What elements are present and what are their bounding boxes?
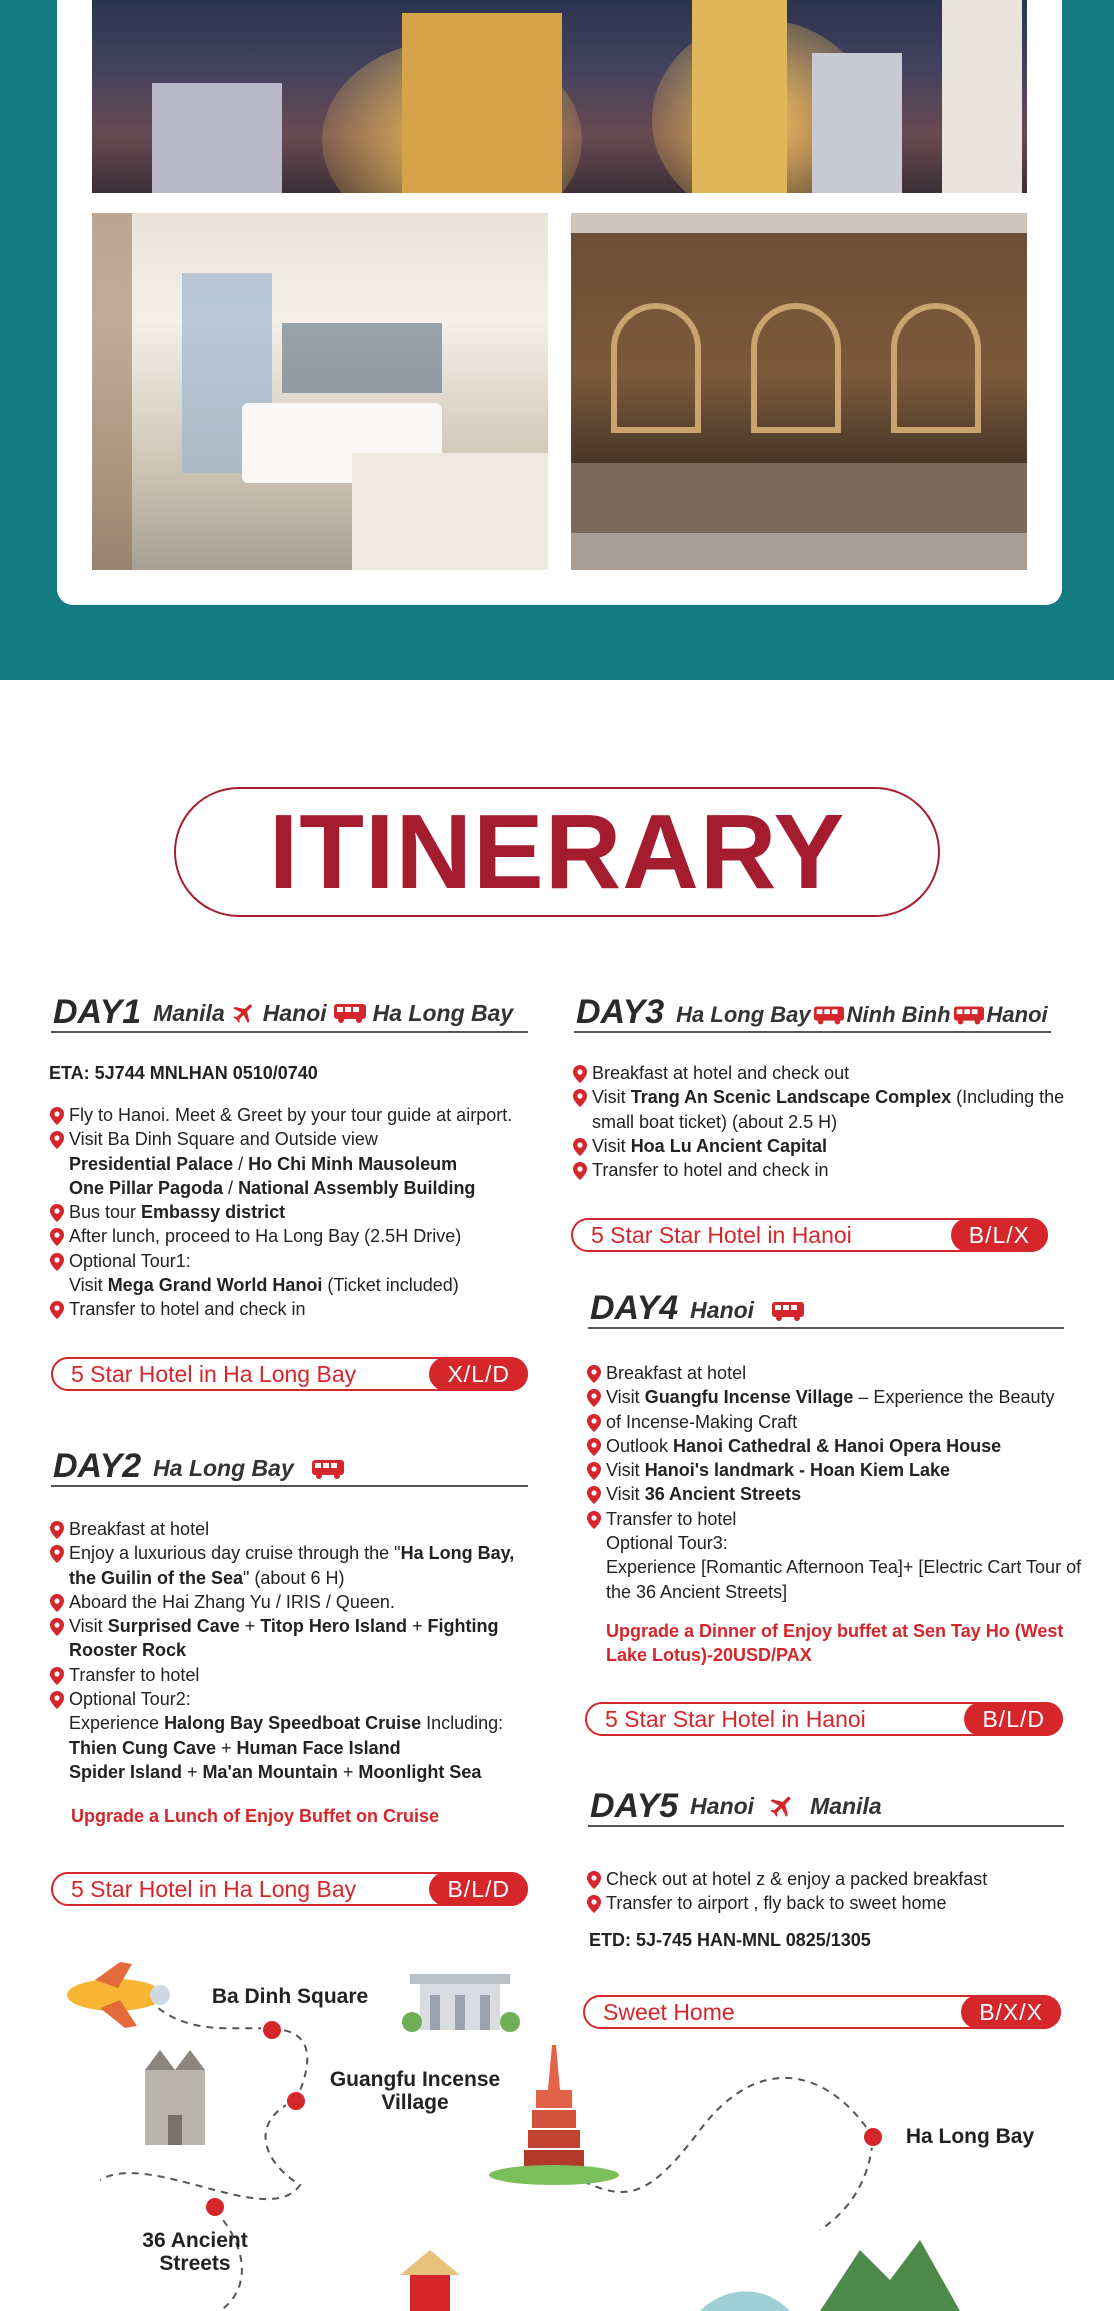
day5-header [588, 1787, 1064, 1827]
item-text: Enjoy a luxurious day cruise through the " [69, 1543, 401, 1564]
mountain-illustration [700, 2240, 960, 2311]
item-text: " (about 6 H) [243, 1567, 345, 1588]
list-item [49, 1103, 539, 1127]
item-bold: Halong Bay Speedboat Cruise [164, 1713, 422, 1734]
list-item [586, 1434, 1086, 1458]
list-item [586, 1531, 1086, 1555]
day3-hotel: 5 Star Star Hotel in Hanoi [591, 1221, 852, 1248]
item-bold: Titop Hero Island [260, 1616, 407, 1637]
hotel-exterior-photo [92, 0, 1027, 193]
item-bold: Guangfu Incense Village [644, 1387, 854, 1408]
item-text: Fly to Hanoi. Meet & Greet by your tour guide at airport. [69, 1105, 513, 1125]
map-label-ba-dinh: Ba Dinh Square [211, 1985, 369, 2008]
route-map [0, 1950, 1114, 2311]
item-text: Optional Tour1: [69, 1250, 191, 1271]
item-bold: Hanoi Cathedral & Hanoi Opera House [673, 1435, 1002, 1456]
pin-icon [573, 1162, 587, 1180]
item-text: Including: [421, 1713, 504, 1734]
item-text: Bus tour [69, 1202, 142, 1223]
day4-header [588, 1289, 1064, 1329]
list-item [586, 1410, 1086, 1434]
list-item: Presidential Palace / Ho Chi Minh Mausoleum [69, 1153, 458, 1174]
item-text: Transfer to hotel and check in [69, 1299, 306, 1320]
item-text: Optional Tour3: [606, 1533, 728, 1554]
pin-icon [587, 1871, 601, 1889]
map-point [285, 2090, 307, 2112]
pin-icon [587, 1438, 601, 1456]
teal-banner [0, 0, 1114, 680]
pin-icon [587, 1462, 601, 1480]
item-text: Outlook [606, 1435, 674, 1456]
item-bold: Hoa Lu Ancient Capital [630, 1135, 828, 1156]
list-item [572, 1158, 1088, 1182]
item-bold: Trang An Scenic Landscape Complex [630, 1087, 952, 1108]
bus-icon [308, 1458, 348, 1480]
pin-icon [573, 1089, 587, 1107]
route-place: Ha Long Bay [676, 1002, 811, 1027]
route-place: Ninh Binh [846, 1002, 951, 1027]
item-bold: One Pillar Pagoda [69, 1177, 224, 1198]
map-point [204, 2196, 226, 2218]
map-point [261, 2019, 283, 2041]
day5-activities [586, 1867, 1086, 1916]
pin-icon [587, 1486, 601, 1504]
hotel-lobby-photo [571, 213, 1027, 570]
pin-icon [50, 1253, 64, 1271]
route-place: Hanoi [986, 1002, 1048, 1027]
item-bold: Spider Island [69, 1761, 183, 1782]
list-item [49, 1224, 539, 1248]
list-item [572, 1134, 1088, 1158]
list-item: Thien Cung Cave + Human Face Island [69, 1737, 401, 1758]
pin-icon [50, 1667, 64, 1685]
route-place: Ha Long Bay [153, 1455, 294, 1481]
item-bold: Presidential Palace [69, 1153, 234, 1174]
pin-icon [50, 1228, 64, 1246]
day5-etd: ETD: 5J-745 HAN-MNL 0825/1305 [589, 1930, 871, 1950]
item-bold: 36 Ancient Streets [644, 1484, 802, 1505]
item-text: Visit [606, 1484, 645, 1505]
itinerary-heading [174, 787, 940, 917]
item-text: (Ticket included) [322, 1275, 459, 1296]
day1-meals: X/L/D [429, 1357, 528, 1391]
mausoleum-illustration [402, 1974, 520, 2032]
item-bold: Thien Cung Cave [69, 1737, 217, 1758]
item-bold: Ho Chi Minh Mausoleum [248, 1153, 458, 1174]
day3-label: DAY3 [574, 995, 668, 1029]
itinerary-title: ITINERARY [268, 792, 846, 911]
route-place: Ha Long Bay [372, 999, 514, 1026]
map-label-guangfu: Guangfu Incense Village [329, 2068, 501, 2114]
plane-icon [231, 1000, 257, 1026]
item-text: Transfer to hotel and check in [592, 1160, 829, 1181]
item-text: Visit [592, 1087, 631, 1108]
item-text: Transfer to hotel [69, 1664, 200, 1685]
day1-activities [49, 1103, 539, 1322]
list-item [49, 1127, 539, 1151]
item-bold: Ha Long Bay, the Guilin of the Sea [69, 1543, 515, 1588]
list-item [586, 1555, 1086, 1604]
item-text: Visit Ba Dinh Square and Outside view [69, 1129, 378, 1150]
item-bold: Moonlight Sea [358, 1761, 482, 1782]
day5-label: DAY5 [588, 1789, 682, 1823]
list-item [49, 1273, 539, 1297]
day2-activities [49, 1517, 539, 1784]
day2-meals: B/L/D [429, 1872, 528, 1906]
day4-label: DAY4 [588, 1291, 682, 1325]
day3-meals: B/L/X [951, 1218, 1048, 1252]
item-text: Visit [606, 1387, 645, 1408]
bus-icon [813, 1004, 845, 1026]
route-place: Manila [153, 999, 225, 1026]
item-bold: Human Face Island [236, 1737, 401, 1758]
pin-icon [50, 1545, 64, 1563]
bus-icon [768, 1300, 808, 1322]
item-text: Experience [Romantic Afternoon Tea]+ [Electric Cart Tour of the 36 Ancient Streets] [606, 1557, 1082, 1602]
item-text: Aboard the Hai Zhang Yu / IRIS / Queen. [69, 1591, 395, 1612]
list-item [586, 1867, 1086, 1891]
day1-hotel: 5 Star Hotel in Ha Long Bay [71, 1360, 357, 1387]
item-text: Breakfast at hotel and check out [592, 1063, 850, 1083]
map-label-ha-long-bay: Ha Long Bay [905, 2125, 1035, 2148]
day4-hotel: 5 Star Star Hotel in Hanoi [605, 1705, 866, 1732]
day1-header [51, 993, 528, 1033]
item-bold: Fighting Rooster Rock [69, 1616, 499, 1661]
day5-route [690, 1792, 881, 1823]
day1-hotel-bar [51, 1357, 528, 1391]
pin-icon [50, 1691, 64, 1709]
list-item [49, 1249, 539, 1273]
list-item [49, 1297, 539, 1321]
pin-icon [573, 1138, 587, 1156]
day4-route [690, 1299, 814, 1325]
item-bold: Ma'an Mountain [202, 1761, 338, 1782]
item-bold: Mega Grand World Hanoi [107, 1275, 323, 1296]
day2-upgrade: Upgrade a Lunch of Enjoy Buffet on Cruise [71, 1806, 440, 1826]
list-item [572, 1061, 1088, 1085]
list-item [49, 1711, 539, 1735]
item-text: Check out at hotel z & enjoy a packed breakfast [606, 1869, 988, 1889]
list-item [586, 1482, 1086, 1506]
item-text: Breakfast at hotel [606, 1363, 747, 1383]
item-bold: Surprised Cave [107, 1616, 240, 1637]
list-item [49, 1517, 539, 1541]
pin-icon [50, 1131, 64, 1149]
vendor-illustration [400, 2250, 460, 2311]
pin-icon [587, 1365, 601, 1383]
day3-activities [572, 1061, 1088, 1182]
day1-eta: ETA: 5J744 MNLHAN 0510/0740 [49, 1063, 318, 1083]
day5-meals: B/X/X [961, 1995, 1061, 2029]
item-text: Visit [606, 1460, 645, 1481]
day3-header [574, 993, 1051, 1033]
day3-hotel-bar [571, 1218, 1048, 1252]
day4-meals: B/L/D [964, 1702, 1063, 1736]
route-place: Manila [810, 1792, 882, 1819]
route-place: Hanoi [690, 1297, 755, 1323]
pin-icon [50, 1204, 64, 1222]
pin-icon [587, 1511, 601, 1529]
plane-illustration [67, 1962, 170, 2028]
pin-icon [50, 1594, 64, 1612]
list-item [49, 1200, 539, 1224]
day2-route [153, 1457, 354, 1483]
item-text: Experience [69, 1713, 165, 1734]
hotel-photo-card [57, 0, 1062, 605]
list-item [49, 1663, 539, 1687]
pagoda-illustration [489, 2045, 619, 2185]
pin-icon [50, 1107, 64, 1125]
item-text: Visit [69, 1616, 108, 1637]
day1-route [153, 1000, 513, 1029]
pin-icon [573, 1065, 587, 1083]
item-text: (Including the small boat ticket) (about 2.5 H) [592, 1087, 1065, 1132]
plane-icon [768, 1792, 796, 1820]
pin-icon [587, 1895, 601, 1913]
day4-activities [586, 1361, 1086, 1604]
item-bold: Hanoi's landmark - Hoan Kiem Lake [644, 1460, 951, 1481]
map-label-ancient-streets: 36 Ancient Streets [142, 2229, 248, 2275]
pin-icon [50, 1301, 64, 1319]
pin-icon [50, 1521, 64, 1539]
item-text: Breakfast at hotel [69, 1519, 210, 1539]
list-item: Spider Island + Ma'an Mountain + Moonlight Sea [69, 1761, 482, 1782]
item-text: – Experience the Beauty [853, 1387, 1055, 1408]
day4-hotel-bar [585, 1702, 1063, 1736]
list-item [49, 1541, 539, 1590]
day5-hotel: Sweet Home [603, 1998, 735, 2025]
list-item [49, 1687, 539, 1711]
pin-icon [50, 1618, 64, 1636]
list-item [586, 1891, 1086, 1915]
day2-label: DAY2 [51, 1449, 145, 1483]
list-item [572, 1085, 1088, 1134]
item-text: Visit [592, 1135, 631, 1156]
list-item [586, 1458, 1086, 1482]
item-bold: National Assembly Building [238, 1177, 476, 1198]
list-item [586, 1385, 1086, 1409]
list-item: One Pillar Pagoda / National Assembly Building [69, 1177, 476, 1198]
day2-hotel: 5 Star Hotel in Ha Long Bay [71, 1875, 357, 1902]
pin-icon [587, 1414, 601, 1432]
item-text: After lunch, proceed to Ha Long Bay (2.5H Drive) [69, 1226, 462, 1247]
pin-icon [587, 1389, 601, 1407]
item-text: Optional Tour2: [69, 1689, 191, 1710]
item-text: of Incense-Making Craft [606, 1411, 798, 1432]
list-item [586, 1507, 1086, 1531]
list-item [586, 1361, 1086, 1385]
day1-label: DAY1 [51, 995, 145, 1029]
bus-icon [953, 1004, 985, 1026]
item-text: Transfer to hotel [606, 1508, 737, 1529]
day3-route [676, 1004, 1047, 1029]
bus-icon [333, 1002, 367, 1024]
day2-hotel-bar [51, 1872, 528, 1906]
day2-header [51, 1447, 528, 1487]
list-item: Visit Surprised Cave + Titop Hero Island + Fighting Rooster Rock [49, 1614, 539, 1663]
hotel-room-photo [92, 213, 548, 570]
cathedral-illustration [145, 2050, 205, 2145]
item-text: Visit [69, 1275, 108, 1296]
day4-upgrade: Upgrade a Dinner of Enjoy buffet at Sen Tay Ho (West Lake Lotus)-20USD/PAX [606, 1621, 1064, 1665]
map-point [862, 2126, 884, 2148]
route-place: Hanoi [690, 1792, 755, 1819]
item-text: Transfer to airport , fly back to sweet home [606, 1893, 947, 1914]
item-bold: Embassy district [141, 1202, 286, 1223]
route-place: Hanoi [262, 999, 327, 1026]
list-item [49, 1590, 539, 1614]
